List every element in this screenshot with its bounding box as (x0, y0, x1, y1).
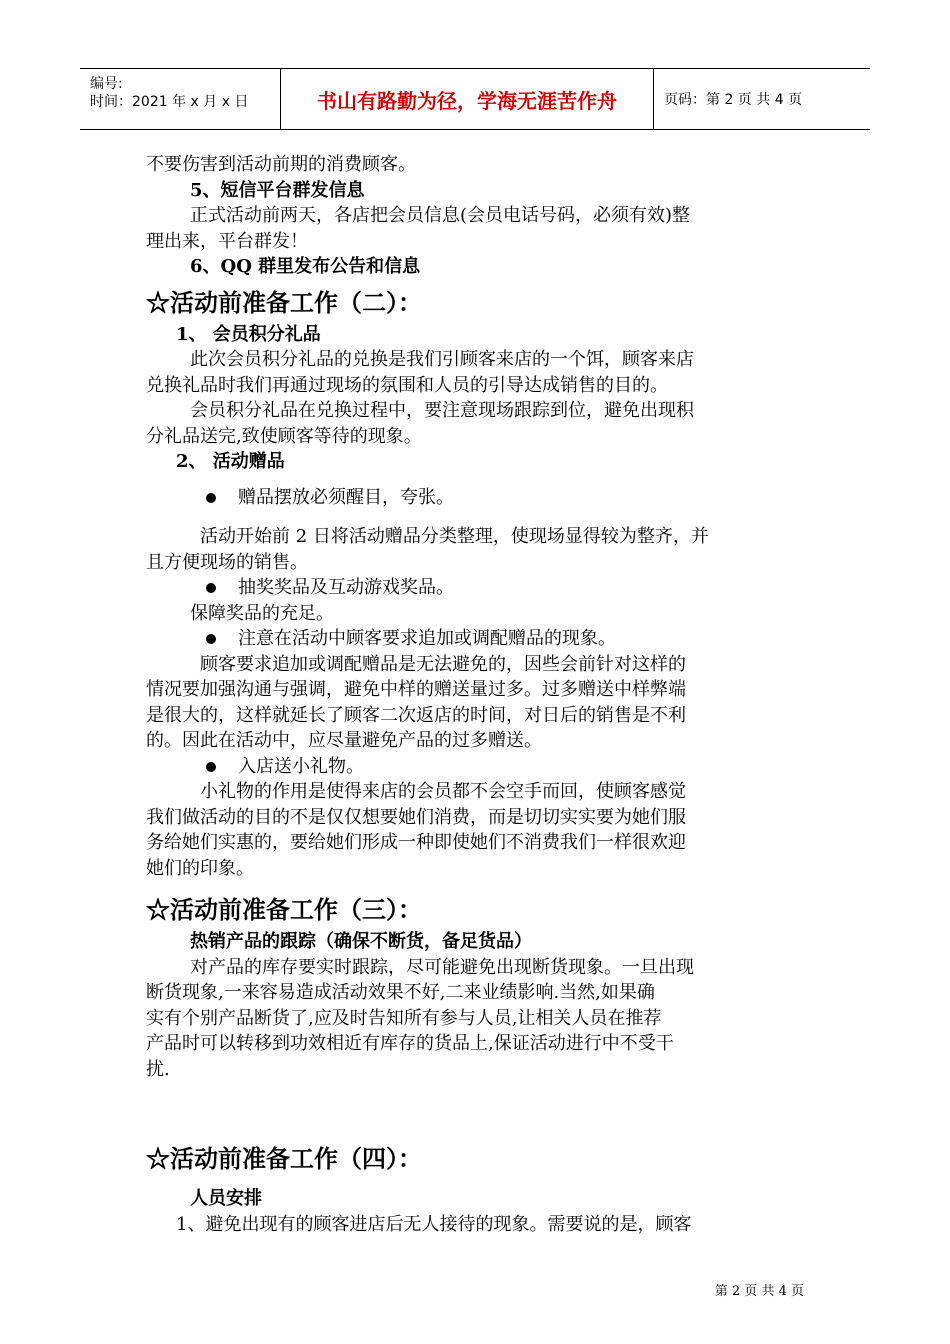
paragraph-line: 的。因此在活动中，应尽量避免产品的过多赠送。 (146, 730, 542, 751)
paragraph-line: 小礼物的作用是使得来店的会员都不会空手而回，使顾客感觉 (200, 781, 686, 802)
bullet-icon (206, 493, 216, 503)
paragraph-line: 分礼品送完,致使顾客等待的现象。 (146, 425, 422, 447)
page-header (80, 68, 870, 130)
paragraph-line: 保障奖品的充足。 (190, 602, 334, 624)
document-date: 时间：2021 年 x 月 x 日 (90, 94, 249, 110)
section-heading: ☆活动前准备工作（四）： (146, 1144, 422, 1173)
bullet-text: 抽奖奖品及互动游戏奖品。 (238, 577, 454, 598)
paragraph-line: 1、避免出现有的顾客进店后无人接待的现象。需要说的是，顾客 (176, 1213, 692, 1235)
paragraph-line: 产品时可以转移到功效相近有库存的货品上,保证活动进行中不受干 (146, 1033, 674, 1054)
subheading: 1、 会员积分礼品 (176, 323, 321, 345)
paragraph-line: 正式活动前两天，各店把会员信息(会员电话号码，必须有效)整 (190, 205, 691, 226)
paragraph-line: 此次会员积分礼品的兑换是我们引顾客来店的一个饵，顾客来店 (190, 349, 694, 370)
bullet-text: 入店送小礼物。 (238, 755, 364, 777)
paragraph-line: 她们的印象。 (146, 857, 254, 879)
paragraph-line: 扰. (146, 1058, 170, 1080)
subheading: 5、短信平台群发信息 (190, 179, 365, 201)
bullet-text: 注意在活动中顾客要求追加或调配赠品的现象。 (238, 628, 616, 649)
document-body (146, 152, 808, 1237)
paragraph-line: 兑换礼品时我们再通过现场的氛围和人员的引导达成销售的目的。 (146, 374, 668, 396)
header-page-number: 页码：第 2 页 共 4 页 (664, 92, 803, 108)
section-heading: ☆活动前准备工作（三）： (146, 895, 422, 924)
paragraph-line: 且方便现场的销售。 (146, 551, 308, 573)
bullet-icon (206, 762, 216, 772)
paragraph-line: 是很大的，这样就延长了顾客二次返店的时间，对日后的销售是不利 (146, 704, 686, 726)
paragraph-line: 不要伤害到活动前期的消费顾客。 (146, 154, 416, 175)
paragraph-line: 情况要加强沟通与强调，避免中样的赠送量过多。过多赠送中样弊端 (146, 679, 686, 700)
bullet-text: 赠品摆放必须醒目，夸张。 (238, 486, 454, 508)
subheading: 热销产品的跟踪（确保不断货，备足货品） (190, 931, 532, 952)
bullet-icon (206, 583, 216, 593)
paragraph-line: 断货现象,一来容易造成活动效果不好,二来业绩影响.当然,如果确 (146, 982, 655, 1003)
paragraph-line: 活动开始前 2 日将活动赠品分类整理，使现场显得较为整齐，并 (200, 526, 709, 547)
page-footer: 第 2 页 共 4 页 (714, 1284, 804, 1299)
paragraph-line: 对产品的库存要实时跟踪，尽可能避免出现断货现象。一旦出现 (190, 956, 694, 978)
paragraph-line: 我们做活动的目的不是仅仅想要她们消费，而是切切实实要为她们服 (146, 806, 686, 828)
paragraph-line: 理出来，平台群发！ (146, 230, 308, 252)
header-meta (80, 69, 281, 129)
subheading: 2、 活动赠品 (176, 451, 285, 472)
paragraph-line: 务给她们实惠的，要给她们形成一种即使她们不消费我们一样很欢迎 (146, 832, 686, 853)
bullet-icon (206, 634, 216, 644)
header-motto: 书山有路勤为径，学海无涯苦作舟 (281, 69, 654, 129)
bullet-item (146, 626, 808, 652)
paragraph-line: 会员积分礼品在兑换过程中，要注意现场跟踪到位，避免出现积 (190, 400, 694, 421)
bullet-item (146, 754, 808, 780)
paragraph-line: 顾客要求追加或调配赠品是无法避免的，因些会前针对这样的 (200, 653, 686, 675)
document-number: 编号: (90, 76, 123, 92)
subheading: 人员安排 (190, 1188, 262, 1209)
bullet-item (146, 575, 808, 601)
subheading: 6、QQ 群里发布公告和信息 (190, 256, 421, 277)
paragraph-line: 实有个别产品断货了,应及时告知所有参与人员,让相关人员在推荐 (146, 1007, 662, 1029)
section-heading: ☆活动前准备工作（二）： (146, 287, 422, 317)
bullet-item (146, 485, 808, 511)
